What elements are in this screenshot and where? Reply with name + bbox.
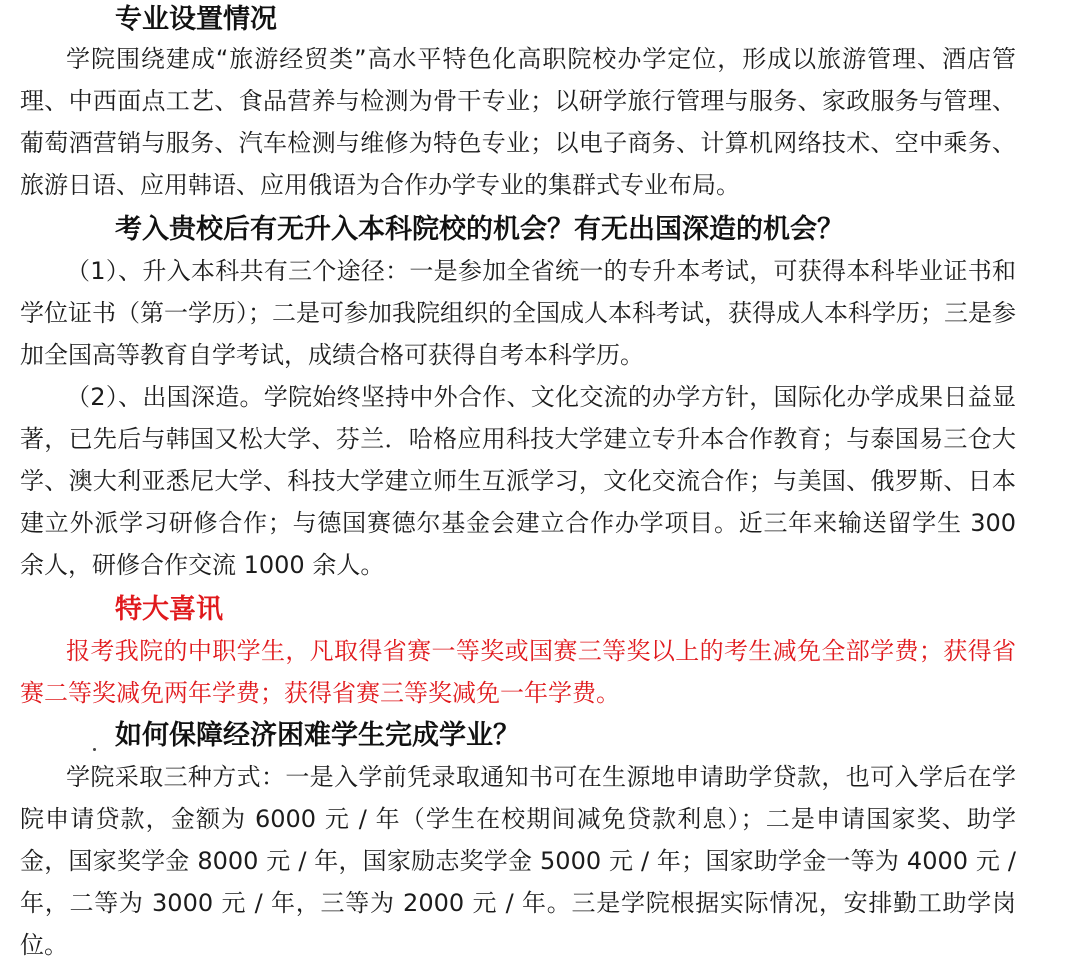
paragraph-study-abroad: （2）、出国深造。学院始终坚持中外合作、文化交流的办学方针，国际化办学成果日益显著，已先后与韩国又松大学、芬兰．哈格应用科技大学建立专升本合作教育；与泰国易三仓大学、澳大利亚悉尼大学、科技大学建立师生互派学习，文化交流合作；与美国、俄罗斯、日本建立外派学习研修合作；与德国赛德尔基金会建立合作办学项目。近三年来输送留学生 300 余人，研修合作交流 1000 余人。	[20, 383, 1016, 579]
paragraph-tuition-waiver: 报考我院的中职学生，凡取得省赛一等奖或国赛三等奖以上的考生减免全部学费；获得省赛二等奖减免两年学费；获得省赛三等奖减免一年学费。	[20, 637, 1016, 707]
section-title-majors: 专业设置情况	[115, 4, 277, 35]
paragraph-undergraduate-paths: （1）、升入本科共有三个途径：一是参加全省统一的专升本考试，可获得本科毕业证书和学位证书（第一学历）；二是可参加我院组织的全国成人本科考试，获得成人本科学历；三是参加全国高等教育自学考试，成绩合格可获得自考本科学历。	[20, 257, 1016, 369]
paragraph-majors: 学院围绕建成“旅游经贸类”高水平特色化高职院校办学定位，形成以旅游管理、酒店管理、中西面点工艺、食品营养与检测为骨干专业；以研学旅行管理与服务、家政服务与管理、葡萄酒营销与服务、汽车检测与维修为特色专业；以电子商务、计算机网络技术、空中乘务、旅游日语、应用韩语、应用俄语为合作办学专业的集群式专业布局。	[20, 45, 1016, 199]
section-title-good-news: 特大喜讯	[115, 594, 223, 625]
section-title-further-study: 考入贵校后有无升入本科院校的机会？有无出国深造的机会？	[115, 214, 844, 245]
section-title-financial-aid: 如何保障经济困难学生完成学业？	[115, 720, 520, 751]
stray-dot-mark	[93, 748, 96, 751]
paragraph-financial-aid: 学院采取三种方式：一是入学前凭录取通知书可在生源地申请助学贷款，也可入学后在学院申请贷款，金额为 6000 元 / 年（学生在校期间减免贷款利息）；二是申请国家奖、助学金，国家奖学金 8000 元 / 年，国家励志奖学金 5000 元 / 年；国家助学金一等为 4000 元 / 年，二等为 3000 元 / 年，三等为 2000 元 / 年。三是学院根据实际情况，安排勤工助学岗位。	[20, 763, 1016, 959]
